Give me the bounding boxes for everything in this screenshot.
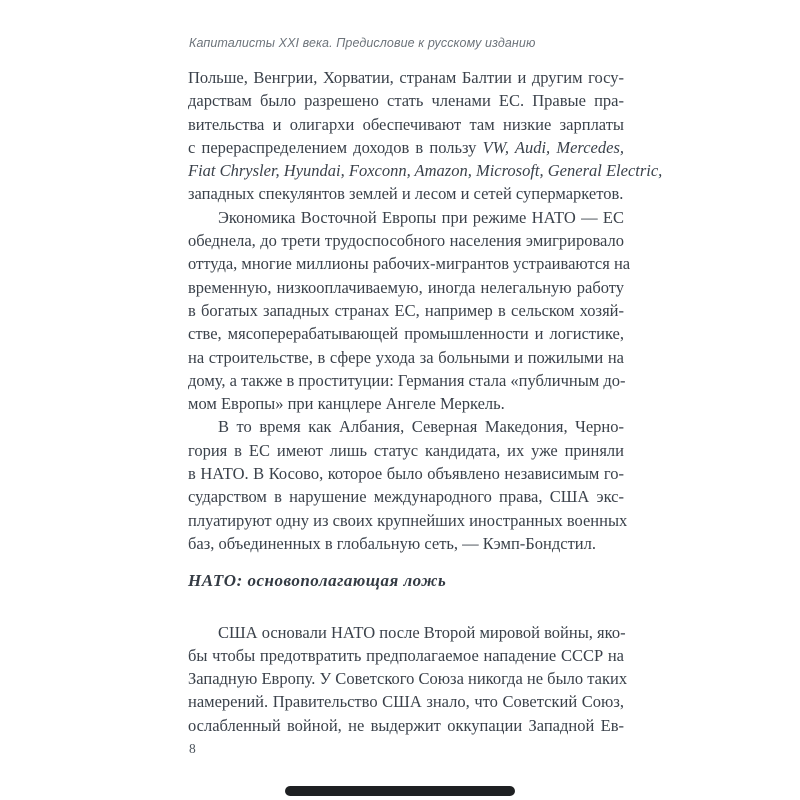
text-line: в богатых западных странах ЕС, например в сельском хозяй- [188, 300, 624, 320]
text-line: США основали НАТО после Второй мировой войны, яко- [218, 622, 626, 642]
running-header: Капиталисты XXI века. Предисловие к русскому изданию [189, 36, 536, 50]
text-run: с перераспределением доходов в пользу [188, 137, 483, 157]
text-line: плуатируют одну из своих крупнейших иностранных военных [188, 510, 628, 530]
paragraph [188, 206, 631, 416]
text-line: гория в ЕС имеют лишь статус кандидата, их уже приняли [188, 440, 624, 460]
paragraph [188, 66, 663, 206]
text-line: В то время как Албания, Северная Македония, Черно- [218, 417, 624, 437]
text-line: мом Европы» при канцлере Ангеле Меркель. [188, 394, 505, 414]
text-line: сударством в нарушение международного права, США экс- [188, 487, 624, 507]
brand-names-italic: VW, Audi, Mercedes, [482, 137, 625, 157]
text-line: в НАТО. В Косово, которое было объявлено независимым го- [188, 464, 624, 484]
text-line: дарствам было разрешено стать членами ЕС. Правые пра- [188, 91, 624, 111]
text-line: временную, низкооплачиваемую, иногда нелегальную работу [188, 277, 624, 297]
paragraph [188, 621, 628, 737]
section-heading: НАТО: основополагающая ложь [188, 571, 447, 591]
text-line: Экономика Восточной Европы при режиме НАТО — ЕС [218, 207, 624, 227]
text-line: баз, объединенных в глобальную сеть, — Кэмп-Бондстил. [188, 533, 596, 553]
text-line: западных спекулянтов землей и лесом и сетей супермаркетов. [188, 184, 624, 204]
page-number: 8 [189, 741, 196, 756]
paragraph [188, 415, 628, 555]
text-line: Западную Европу. У Советского Союза никогда не было таких [188, 669, 628, 689]
text-line: бы чтобы предотвратить предполагаемое нападение СССР на [188, 645, 624, 665]
text-line: намерений. Правительство США знало, что Советский Союз, [188, 692, 624, 712]
text-column [188, 66, 663, 737]
brand-names-italic: Fiat Chrysler, Hyundai, Foxconn, Amazon, Microsoft, General Electric, [188, 161, 663, 181]
text-line: на строительстве, в сфере ухода за больными и пожилыми на [188, 347, 624, 367]
text-line: Польше, Венгрии, Хорватии, странам Балтии и другим госу- [188, 68, 624, 87]
home-indicator-bar[interactable] [285, 786, 515, 796]
text-line: вительства и олигархи обеспечивают там низкие зарплаты [188, 114, 624, 134]
text-line: ослабленный войной, не выдержит оккупации Западной Ев- [188, 715, 624, 735]
text-line: дому, а также в проституции: Германия стала «публичным до- [188, 370, 626, 390]
text-line [188, 136, 624, 159]
text-line: стве, мясоперерабатывающей промышленности и логистике, [188, 324, 624, 344]
text-line: оттуда, многие миллионы рабочих-мигрантов устраиваются на [188, 254, 631, 274]
text-line: обеднела, до трети трудоспособного населения эмигрировало [188, 231, 624, 251]
